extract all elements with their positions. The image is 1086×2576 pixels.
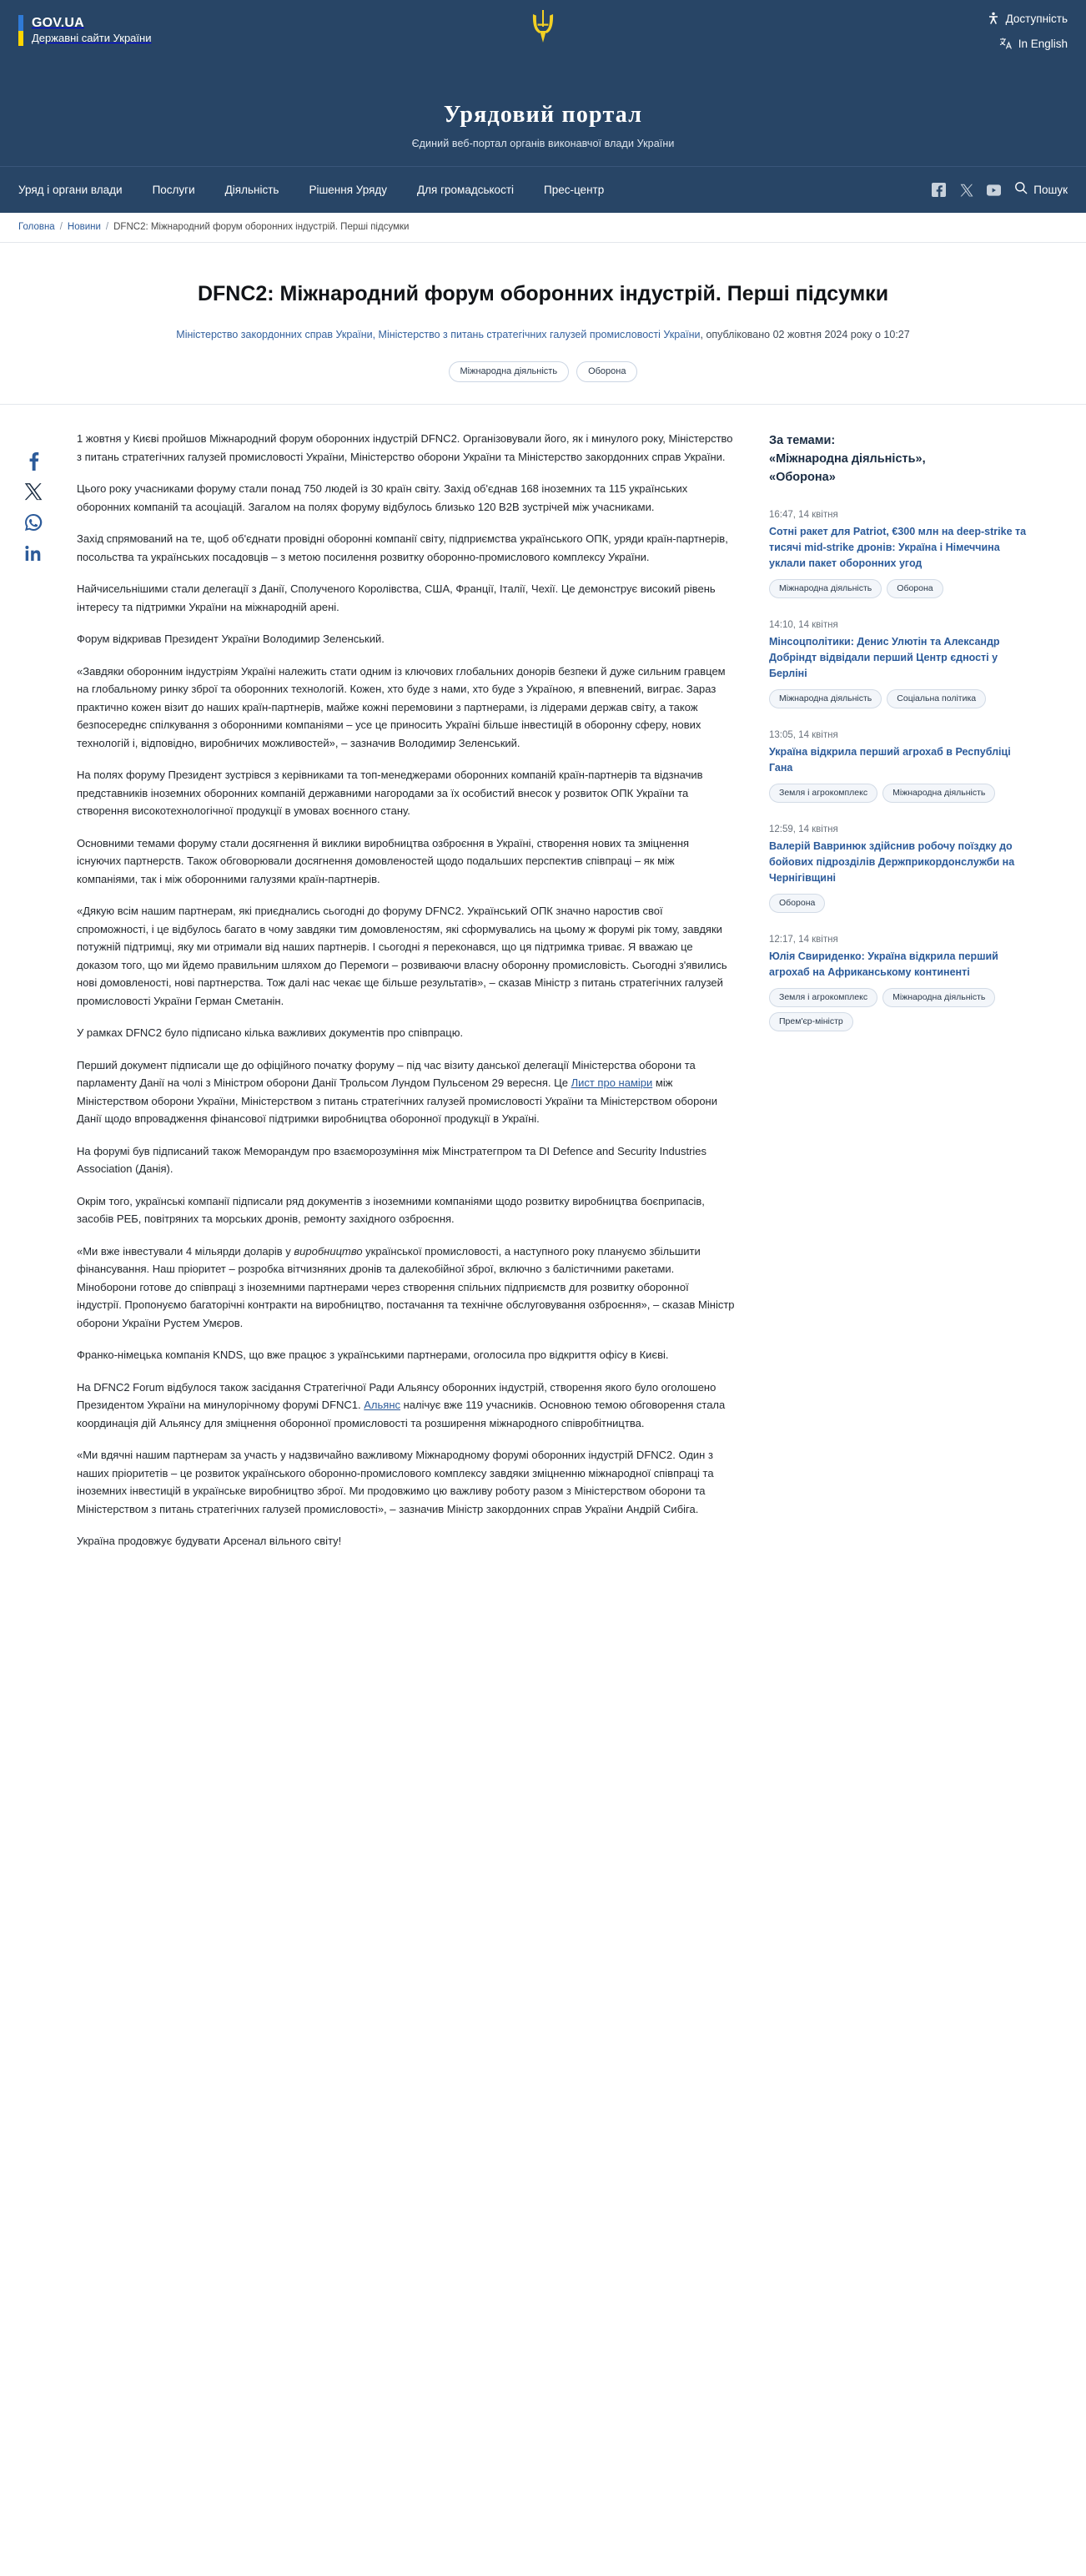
share-x-icon[interactable] bbox=[23, 481, 43, 502]
breadcrumb bbox=[0, 213, 1086, 243]
facebook-icon[interactable] bbox=[932, 183, 946, 197]
nav-item-services[interactable]: Послуги bbox=[152, 184, 195, 196]
letter-of-intent-link[interactable]: Лист про наміри bbox=[571, 1076, 653, 1089]
article-header bbox=[0, 243, 1086, 405]
article-tags bbox=[125, 361, 961, 382]
news-timestamp: 14:10, 14 квітня bbox=[769, 620, 838, 630]
breadcrumb-separator-1: / bbox=[59, 222, 63, 232]
article-paragraph: На форумі був підписаний також Меморандум про взаєморозуміння між Мінстратегпром та DI Defence and Security Industries Association (Данія). bbox=[77, 1144, 707, 1175]
list-item bbox=[769, 730, 1036, 803]
article-paragraph: Окрім того, українські компанії підписали ряд документів з іноземними компаніями щодо розвитку виробництва боєприпасів, засобів РЕБ, повітряних та морських дронів, ремонту західного озброєння. bbox=[77, 1194, 705, 1225]
share-rail bbox=[18, 430, 77, 563]
news-tags bbox=[769, 689, 1036, 708]
emphasized-word: виробництво bbox=[294, 1244, 363, 1258]
content-area bbox=[0, 405, 1086, 1598]
news-timestamp: 16:47, 14 квітня bbox=[769, 510, 838, 520]
top-utility-bar bbox=[0, 0, 1086, 94]
search-icon bbox=[1014, 181, 1028, 199]
article-paragraph-with-link bbox=[77, 1379, 736, 1433]
byline-published: , опубліковано 02 жовтня 2024 року о 10:27 bbox=[700, 329, 910, 340]
breadcrumb-separator-2: / bbox=[105, 222, 109, 232]
language-switch-link[interactable] bbox=[999, 37, 1068, 50]
breadcrumb-news[interactable]: Новини bbox=[67, 222, 101, 232]
news-headline-link[interactable]: Валерій Вавринюк здійснив робочу поїздку до бойових підрозділів Держприкордонслужби на Чернігівщині bbox=[769, 840, 1015, 884]
list-item bbox=[769, 510, 1036, 598]
byline-sources[interactable]: Міністерство закордонних справ України, Міністерство з питань стратегічних галузей промисловості України bbox=[176, 329, 701, 340]
news-tag[interactable]: Соціальна політика bbox=[887, 689, 986, 708]
news-headline-link[interactable]: Мінсоцполітики: Денис Улютін та Александр Добріндт відвідали перший Центр єдності у Берліні bbox=[769, 636, 1000, 679]
main-navigation bbox=[0, 166, 1086, 213]
nav-item-press-center[interactable]: Прес-центр bbox=[544, 184, 605, 196]
x-twitter-icon[interactable] bbox=[959, 183, 973, 197]
article-paragraph: «Завдяки оборонним індустріям Україні належить стати одним із ключових глобальних донорів безпеки й дуже сильним гравцем на глобальному ринку зброї та оборонних технологій. Кожен, хто буде з нами, хто буде з Україною, я впевнений, виграє. Зараз практично кожен візит до наших країн-партнерів, майже кожні перемовини з партнерами, із лідерами держав світу, а також безпосереднє спілкування з оборонними компаніями – усе це приносить Україні більше інвестицій в оборонну сферу, нових технологій і, відповідно, виробничих можливостей», – зазначив Володимир Зеленський. bbox=[77, 664, 726, 749]
paragraph-text-after: налічує вже 119 учасників. Основною темою обговорення стала координація дій Альянсу для зміцнення оборонної промисловості та розширення міжнародного співробітництва. bbox=[77, 1399, 726, 1429]
nav-item-public[interactable]: Для громадськості bbox=[417, 184, 515, 196]
gov-ua-subtitle: Державні сайти України bbox=[32, 32, 152, 44]
sidebar-title bbox=[769, 431, 1036, 486]
article-tag-defence[interactable]: Оборона bbox=[576, 361, 637, 382]
paragraph-text-after: української промисловості, а наступного року плануємо збільшити фінансування. Наш пріоритет – розробка вітчизняних дронів та далекобійної зброї, включно з балістичними ракетами. Міноборони готове до співпраці з іноземними партнерами через створення спільних підприємств для розвитку оборонної індустрії. Пропонуємо багаторічні контракти на виробництво, постачання та технічне обслуговування озброєння», – сказав Міністр оборони України Рустем Умєров. bbox=[77, 1244, 735, 1329]
news-headline-link[interactable]: Сотні ракет для Patriot, €300 млн на deep-strike та тисячі mid-strike дронів: Україна і Німеччина уклали пакет оборонних угод bbox=[769, 526, 1027, 569]
news-headline-link[interactable]: Україна відкрила перший агрохаб в Республіці Гана bbox=[769, 746, 1011, 774]
related-news-sidebar bbox=[769, 430, 1036, 1053]
list-item bbox=[769, 935, 1036, 1031]
paragraph-text-before: На DFNC2 Forum відбулося також засідання Стратегічної Ради Альянсу оборонних індустрій, створення якого було оголошено Президентом України на минулорічному форумі DFNC1. bbox=[77, 1380, 716, 1411]
article-paragraph: 1 жовтня у Києві пройшов Міжнародний форум оборонних індустрій DFNC2. Організовували його, як і минулого року, Міністерство з питань стратегічних галузей промисловості України, Міністерство оборони України та Міністерство закордонних справ України. bbox=[77, 432, 733, 463]
news-tag[interactable]: Прем'єр-міністр bbox=[769, 1012, 853, 1031]
trident-coat-of-arms-icon bbox=[530, 8, 556, 49]
gov-ua-title: GOV.UA bbox=[32, 16, 84, 30]
nav-right-group bbox=[932, 181, 1068, 199]
article-paragraph: «Ми вдячні нашим партнерам за участь у надзвичайно важливому Міжнародному форумі оборонних індустрій DFNC2. Один з наших пріоритетів – це розвиток українського оборонно-промислового комплексу завдяки зміцненню міжнародної співпраці та іноземних інвестицій в українське виробництво зброї. Ми продовжимо цю важливу роботу разом з Міністерством оборони та Міністерством з питань стратегічних галузей промисловості», – зазначив Міністр закордонних справ України Андрій Сибіга. bbox=[77, 1449, 714, 1515]
article-paragraph: Захід спрямований на те, щоб об'єднати провідні оборонні компанії світу, підприємства українського ОПК, уряди країн-партнерів, посольства та українських посадовців – з метою посилення розвитку оборонно-промислового комплексу України. bbox=[77, 532, 728, 563]
accessibility-link[interactable] bbox=[987, 12, 1068, 25]
search-button[interactable] bbox=[1014, 181, 1068, 199]
share-whatsapp-icon[interactable] bbox=[23, 512, 43, 532]
news-tag[interactable]: Міжнародна діяльність bbox=[769, 579, 882, 598]
news-tag[interactable]: Земля і агрокомплекс bbox=[769, 784, 877, 803]
page-title: DFNC2: Міжнародний форум оборонних індустрій. Перші підсумки bbox=[197, 282, 889, 305]
article-paragraph: Україна продовжує будувати Арсенал вільного світу! bbox=[77, 1535, 342, 1547]
language-label: In English bbox=[1018, 37, 1068, 50]
news-headline-link[interactable]: Юлія Свириденко: Україна відкрила перший агрохаб на Африканському континенті bbox=[769, 950, 998, 978]
article-tag-international[interactable]: Міжнародна діяльність bbox=[449, 361, 570, 382]
nav-item-decisions[interactable]: Рішення Уряду bbox=[309, 184, 388, 196]
article-paragraph: Цього року учасниками форуму стали понад 750 людей із 30 країн світу. Захід об'єднав 168 іноземних та 115 українських оборонних компаній та асоціацій. Загалом на полях форуму відбулось близько 120 B2B зустрічей між учасниками. bbox=[77, 482, 688, 513]
list-item bbox=[769, 824, 1036, 913]
nav-items bbox=[18, 184, 604, 196]
nav-item-government[interactable]: Уряд і органи влади bbox=[18, 184, 123, 196]
news-tag[interactable]: Міжнародна діяльність bbox=[769, 689, 882, 708]
portal-header bbox=[0, 94, 1086, 166]
news-timestamp: 13:05, 14 квітня bbox=[769, 730, 838, 740]
portal-title: Урядовий портал bbox=[443, 102, 643, 128]
news-tag[interactable]: Міжнародна діяльність bbox=[882, 784, 995, 803]
news-tags bbox=[769, 988, 1036, 1031]
article-paragraph-with-italic bbox=[77, 1243, 736, 1333]
article-paragraph: Найчисельнішими стали делегації з Данії, Сполученого Королівства, США, Франції, Італії, Чехії. Це демонструє високий рівень інтересу та підтримки України на міжнародній арені. bbox=[77, 582, 716, 613]
utility-links bbox=[987, 12, 1068, 50]
news-tag[interactable]: Оборона bbox=[887, 579, 943, 598]
article-paragraph: Основними темами форуму стали досягнення й виклики виробництва озброєння в Україні, створення нових та зміцнення існуючих партнерств. Також обговорювали досягнення домовленостей щодо подальших перспектив співпраці – як між компаніями, так і між оборонними галузями країн-партнерів. bbox=[77, 836, 690, 885]
alliance-link[interactable]: Альянс bbox=[364, 1399, 400, 1411]
news-timestamp: 12:59, 14 квітня bbox=[769, 824, 838, 834]
article-byline bbox=[125, 326, 961, 343]
news-tag[interactable]: Земля і агрокомплекс bbox=[769, 988, 877, 1007]
sidebar-title-line-1: За темами: bbox=[769, 434, 836, 447]
news-tags bbox=[769, 579, 1036, 598]
paragraph-text-before: «Ми вже інвестували 4 мільярди доларів у bbox=[77, 1244, 294, 1258]
list-item bbox=[769, 620, 1036, 708]
paragraph-text-after: між Міністерством оборони України, Міністерством з питань стратегічних галузей промисловості України та Міністерством оборони Данії щодо впровадження фінансової підтримки виробництва оборонної продукції в Україні. bbox=[77, 1076, 717, 1125]
youtube-icon[interactable] bbox=[987, 183, 1001, 197]
news-timestamp: 12:17, 14 квітня bbox=[769, 935, 838, 945]
sidebar-title-line-2: «Міжнародна діяльність», bbox=[769, 452, 926, 466]
news-tags bbox=[769, 784, 1036, 803]
sidebar-title-line-3: «Оборона» bbox=[769, 471, 836, 484]
article-paragraph: У рамках DFNC2 було підписано кілька важливих документів про співпрацю. bbox=[77, 1026, 464, 1039]
news-tag[interactable]: Міжнародна діяльність bbox=[882, 988, 995, 1007]
news-tag[interactable]: Оборона bbox=[769, 894, 825, 913]
accessibility-icon bbox=[987, 12, 1000, 25]
ukraine-flag-icon bbox=[18, 15, 23, 46]
breadcrumb-current: DFNC2: Міжнародний форум оборонних індустрій. Перші підсумки bbox=[113, 222, 410, 232]
article-paragraph-with-link bbox=[77, 1056, 736, 1128]
article-body bbox=[77, 430, 769, 1565]
article-paragraph: Франко-німецька компанія KNDS, що вже працює з українськими партнерами, оголосила про відкриття офісу в Києві. bbox=[77, 1348, 669, 1361]
share-facebook-icon[interactable] bbox=[23, 450, 43, 471]
article-paragraph: На полях форуму Президент зустрівся з керівниками та топ-менеджерами оборонних компаній країн-партнерів та відзначив представників іноземних оборонних компаній державними нагородами за їх особистий внесок у розвиток ОПК України та створення високотехнологічної продукції в умовах воєнного стану. bbox=[77, 769, 703, 817]
article-paragraph: Форум відкривав Президент України Володимир Зеленський. bbox=[77, 633, 385, 645]
nav-item-activity[interactable]: Діяльність bbox=[224, 184, 279, 196]
accessibility-label: Доступність bbox=[1005, 12, 1068, 25]
search-label: Пошук bbox=[1033, 184, 1068, 196]
portal-subtitle: Єдиний веб-портал органів виконавчої влади України bbox=[411, 138, 675, 149]
breadcrumb-home[interactable]: Головна bbox=[18, 222, 55, 232]
gov-ua-brand-link[interactable] bbox=[18, 15, 151, 46]
translate-icon bbox=[999, 37, 1013, 50]
article-paragraph: «Дякую всім нашим партнерам, які приєднались сьогодні до форуму DFNC2. Український ОПК значно наростив свої спроможності, і це відбулось багато в чому завдяки тим домовленостям, які сформувались на цьому ж форумі рік тому, завдяки потужній підтримці, яку ми отримали від наших партнерів. І сьогодні я переконався, що ця підтримка триває. Я вважаю це доказом того, що ми йдемо правильним шляхом до Перемоги – розвиваючи власну оборонну промисловість. Сьогодні з'явились нові домовленості, нові партнерства. Тож далі нас чекає ще більше результатів», – сказав Міністр з питань стратегічних галузей промисловості України Герман Сметанін. bbox=[77, 905, 727, 1007]
news-tags bbox=[769, 894, 1036, 913]
share-linkedin-icon[interactable] bbox=[23, 542, 43, 563]
paragraph-text-before: Перший документ підписали ще до офіційного початку форуму – під час візиту данської делегації Міністерства оборони та парламенту Данії на чолі з Міністром оборони Данії Трольсом Лундом Пульсеном 29 вересня. Це bbox=[77, 1058, 696, 1089]
